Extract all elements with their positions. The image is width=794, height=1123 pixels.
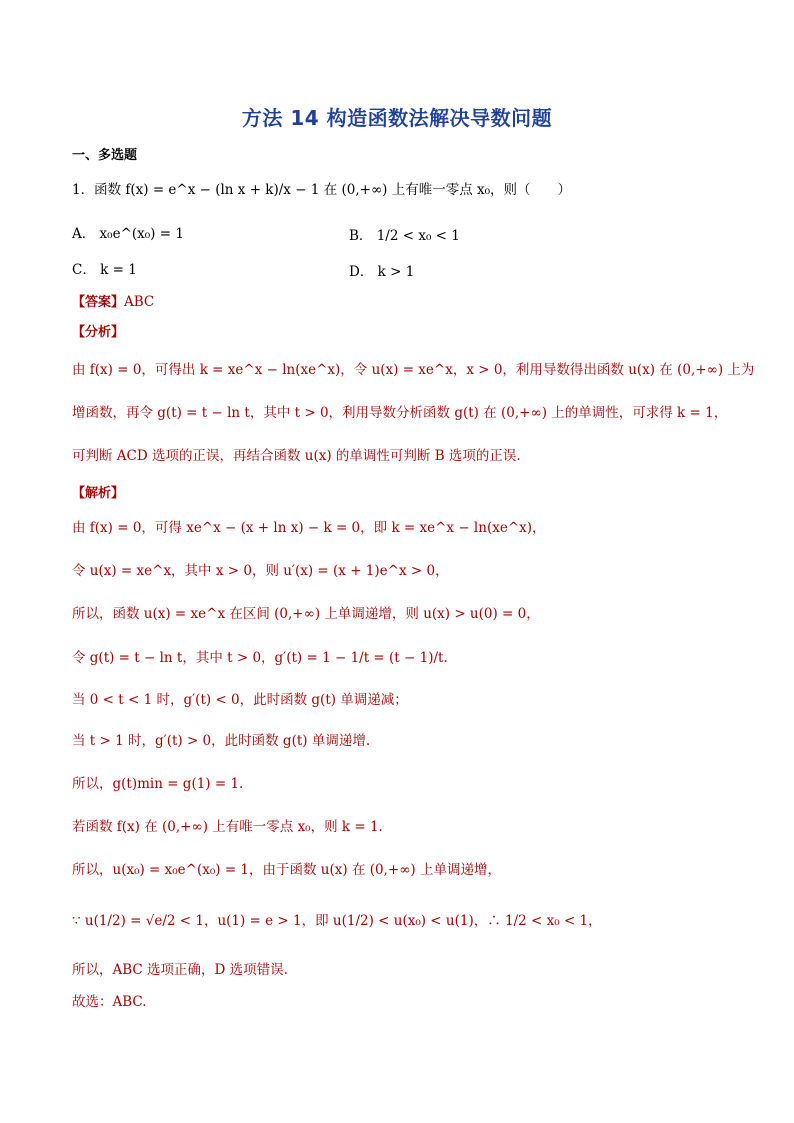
solution-tag: 【解析】 xyxy=(72,486,125,501)
answer-value: ABC xyxy=(124,294,155,310)
option-b: B． 1/2 < x₀ < 1 xyxy=(349,228,460,244)
solution-line: 所以，函数 u(x) = xe^x 在区间 (0,+∞) 上单调递增，则 u(x) > u(0) = 0， xyxy=(72,606,540,622)
solution-line: 由 f(x) = 0，可得 xe^x − (x + ln x) − k = 0，即 k = xe^x − ln(xe^x)， xyxy=(72,520,546,536)
solution-line: 故选：ABC. xyxy=(72,994,147,1010)
solution-line: 所以，ABC 选项正确，D 选项错误. xyxy=(72,962,288,978)
option-c: C． k = 1 xyxy=(72,262,137,278)
option-d: D． k > 1 xyxy=(349,264,415,280)
solution-line: 所以，u(x₀) = x₀e^(x₀) = 1，由于函数 u(x) 在 (0,+∞) 上单调递增， xyxy=(72,862,501,878)
analysis-line: 可判断 ACD 选项的正误，再结合函数 u(x) 的单调性可判断 B 选项的正误. xyxy=(72,448,521,464)
analysis-line: 增函数，再令 g(t) = t − ln t，其中 t > 0，利用导数分析函数 g(t) 在 (0,+∞) 上的单调性，可求得 k = 1， xyxy=(72,405,728,421)
solution-line: 当 t > 1 时，g′(t) > 0，此时函数 g(t) 单调递增. xyxy=(72,733,371,749)
solution-line: 令 u(x) = xe^x，其中 x > 0，则 u′(x) = (x + 1)e^x > 0， xyxy=(72,563,449,579)
solution-line: 所以，g(t)min = g(1) = 1. xyxy=(72,776,244,792)
analysis-tag: 【分析】 xyxy=(72,325,125,340)
analysis-line: 由 f(x) = 0，可得出 k = xe^x − ln(xe^x)，令 u(x) = xe^x，x > 0，利用导数得出函数 u(x) 在 (0,+∞) 上为 xyxy=(72,362,755,378)
solution-line: 若函数 f(x) 在 (0,+∞) 上有唯一零点 x₀，则 k = 1. xyxy=(72,819,383,835)
solution-line: 令 g(t) = t − ln t，其中 t > 0，g′(t) = 1 − 1/t = (t − 1)/t. xyxy=(72,650,448,666)
page-title: 方法 14 构造函数法解决导数问题 xyxy=(241,106,553,130)
question-stem: 1．函数 f(x) = e^x − (ln x + k)/x − 1 在 (0,+∞) 上有唯一零点 x₀，则（ ） xyxy=(72,182,572,198)
solution-line: ∵ u(1/2) = √e/2 < 1，u(1) = e > 1，即 u(1/2) < u(x₀) < u(1)，∴ 1/2 < x₀ < 1， xyxy=(72,913,602,929)
answer-line xyxy=(72,292,154,313)
option-a: A． x₀e^(x₀) = 1 xyxy=(72,226,184,242)
section-heading: 一、多选题 xyxy=(72,148,138,163)
answer-tag: 【答案】 xyxy=(72,295,125,310)
solution-line: 当 0 < t < 1 时，g′(t) < 0，此时函数 g(t) 单调递减； xyxy=(72,692,408,708)
